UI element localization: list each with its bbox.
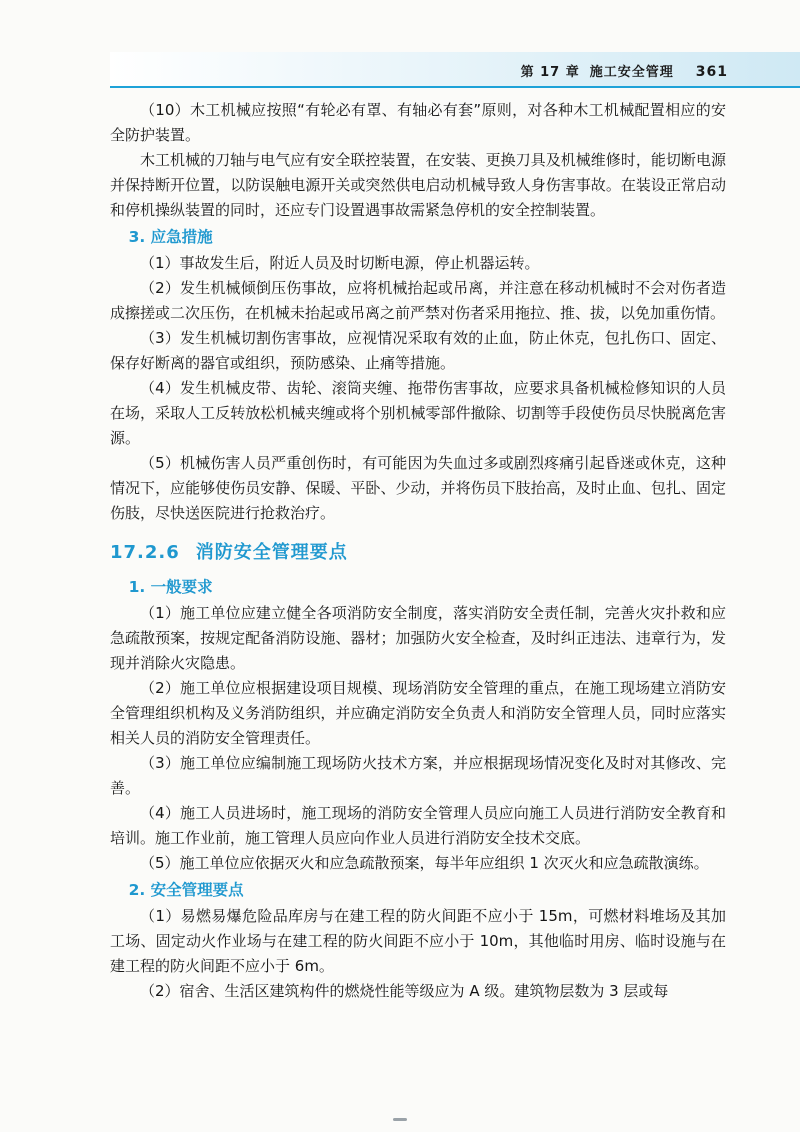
running-head [521, 61, 728, 80]
footer-mark [393, 1118, 407, 1121]
paragraph: （2）宿舍、生活区建筑构件的燃烧性能等级应为 A 级。建筑物层数为 3 层或每 [140, 982, 669, 1000]
paragraph: （1）易燃易爆危险品库房与在建工程的防火间距不应小于 15m，可燃材料堆场及其加工场、固定动火作业场与在建工程的防火间距不应小于 10m，其他临时用房、临时设施与在建工程的防火间距不应小于 6m。 [110, 907, 726, 975]
page-number: 361 [695, 64, 728, 80]
paragraph: （4）发生机械皮带、齿轮、滚筒夹缠、拖带伤害事故，应要求具备机械检修知识的人员在场，采取人工反转放松机械夹缠或将个别机械零部件撤除、切割等手段使伤员尽快脱离危害源。 [110, 379, 726, 447]
paragraph: （1）事故发生后，附近人员及时切断电源，停止机器运转。 [140, 254, 540, 272]
paragraph: （3）施工单位应编制施工现场防火技术方案，并应根据现场情况变化及时对其修改、完善。 [110, 754, 726, 797]
header-band [110, 52, 800, 88]
subheading: 2. 安全管理要点 [128, 881, 244, 899]
paragraph: （2）发生机械倾倒压伤事故，应将机械抬起或吊离，并注意在移动机械时不会对伤者造成擦搓或二次压伤，在机械未抬起或吊离之前严禁对伤者采用拖拉、推、拔，以免加重伤情。 [110, 279, 726, 322]
paragraph: （3）发生机械切割伤害事故，应视情况采取有效的止血，防止休克，包扎伤口、固定、保存好断离的器官或组织，预防感染、止痛等措施。 [110, 329, 726, 372]
section-title: 消防安全管理要点 [195, 542, 348, 563]
paragraph: （10）木工机械应按照“有轮必有罩、有轴必有套”原则，对各种木工机械配置相应的安全防护装置。 [110, 101, 726, 144]
section-heading [110, 538, 726, 568]
paragraph: （5）施工单位应依据灭火和应急疏散预案，每半年应组织 1 次灭火和应急疏散演练。 [140, 854, 709, 872]
subheading: 3. 应急措施 [128, 228, 213, 246]
paragraph: （4）施工人员进场时，施工现场的消防安全管理人员应向施工人员进行消防安全教育和培训。施工作业前，施工管理人员应向作业人员进行消防安全技术交底。 [110, 804, 726, 847]
page-body [110, 98, 726, 1004]
paragraph: （1）施工单位应建立健全各项消防安全制度，落实消防安全责任制，完善火灾扑救和应急疏散预案，按规定配备消防设施、器材；加强防火安全检查，及时纠正违法、违章行为，发现并消除火灾隐患。 [110, 604, 726, 672]
paragraph: 木工机械的刀轴与电气应有安全联控装置，在安装、更换刀具及机械维修时，能切断电源并保持断开位置，以防误触电源开关或突然供电启动机械导致人身伤害事故。在装设正常启动和停机操纵装置的同时，还应专门设置遇事故需紧急停机的安全控制装置。 [110, 151, 726, 219]
subheading: 1. 一般要求 [128, 578, 213, 596]
section-number: 17.2.6 [110, 542, 180, 563]
page-header [0, 52, 800, 96]
paragraph: （2）施工单位应根据建设项目规模、现场消防安全管理的重点，在施工现场建立消防安全管理组织机构及义务消防组织，并应确定消防安全负责人和消防安全管理人员，同时应落实相关人员的消防安全管理责任。 [110, 679, 726, 747]
chapter-title: 施工安全管理 [589, 65, 674, 80]
chapter-number: 第 17 章 [520, 65, 580, 80]
paragraph: （5）机械伤害人员严重创伤时，有可能因为失血过多或剧烈疼痛引起昏迷或休克，这种情况下，应能够使伤员安静、保暖、平卧、少动，并将伤员下肢抬高，及时止血、包扎、固定伤肢，尽快送医院进行抢救治疗。 [110, 454, 726, 522]
